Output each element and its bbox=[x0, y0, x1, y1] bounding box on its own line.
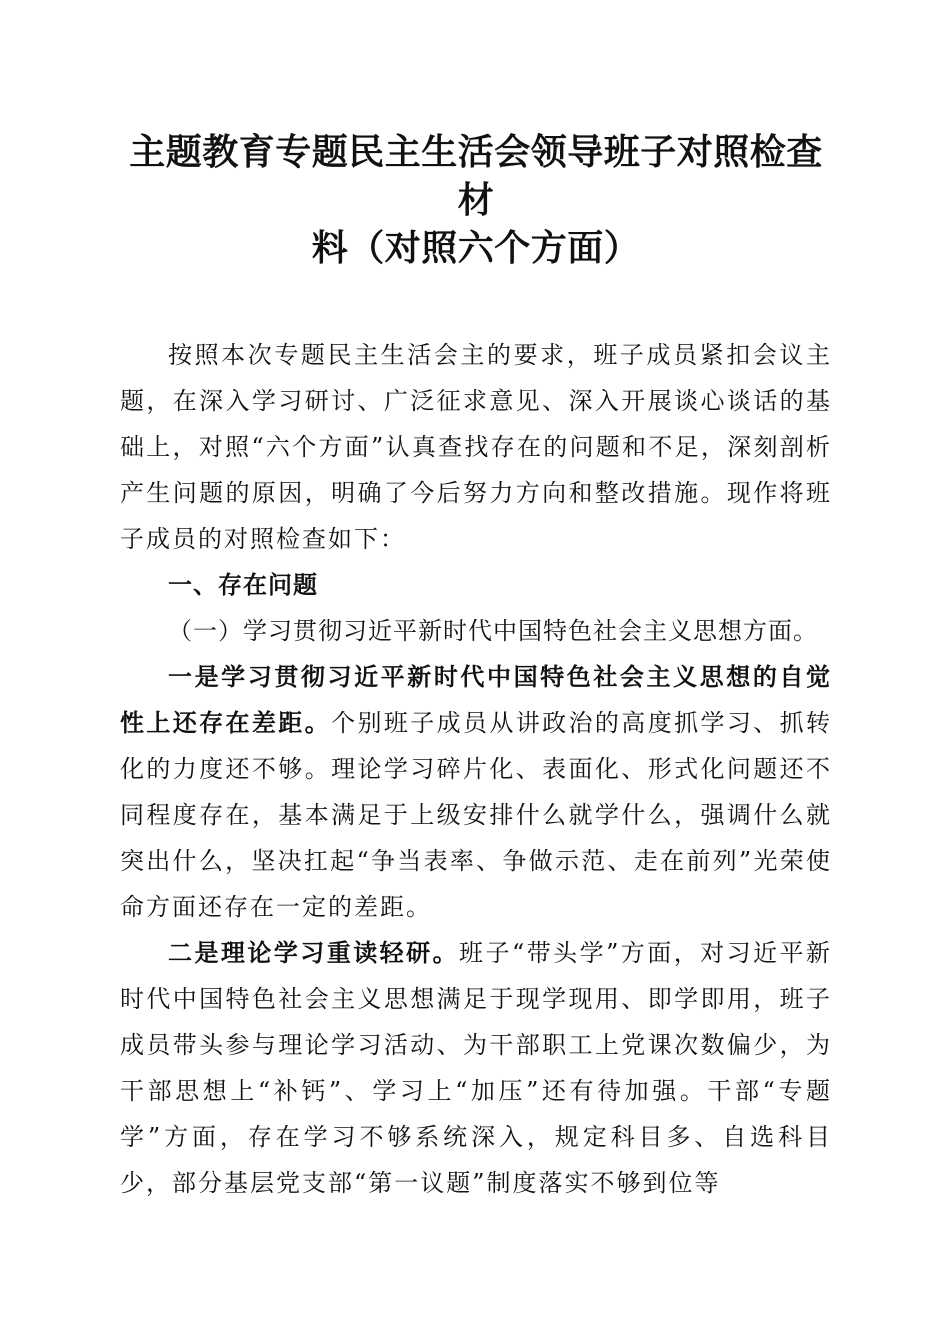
section-heading-problems: 一、存在问题 bbox=[168, 571, 318, 599]
title-line-1: 主题教育专题民主生活会领导班子对照检查材 bbox=[129, 131, 823, 221]
subsection-heading-study: （一）学习贯彻习近平新时代中国特色社会主义思想方面。 bbox=[168, 617, 818, 645]
document-page bbox=[120, 128, 832, 1206]
title-line-2: 料（对照六个方面） bbox=[311, 227, 641, 269]
point-1-body: 个别班子成员从讲政治的高度抓学习、抓转化的力度还不够。理论学习碎片化、表面化、形式化问题还不同程度存在，基本满足于上级安排什么就学什么，强调什么就突出什么，坚决扛起“争当表率、争做示范、走在前列”光荣使命方面还存在一定的差距。 bbox=[120, 709, 832, 921]
point-2-lead: 二是理论学习重读轻研。 bbox=[168, 938, 460, 967]
point-1-paragraph bbox=[120, 654, 832, 930]
point-2-body: 班子“带头学”方面，对习近平新时代中国特色社会主义思想满足于现学现用、即学即用，班子成员带头参与理论学习活动、为干部职工上党课次数偏少，为干部思想上“补钙”、学习上“加压”还有待加强。干部“专题学”方面，存在学习不够系统深入，规定科目多、自选科目少，部分基层党支部“第一议题”制度落实不够到位等 bbox=[120, 939, 832, 1197]
document-body bbox=[120, 332, 832, 1206]
document-title bbox=[120, 128, 832, 272]
point-2-paragraph bbox=[120, 930, 832, 1206]
point-1-lead: 一是学习贯彻习近平新时代中国特色社会主义思想的自觉性上还存在差距。 bbox=[120, 662, 832, 737]
intro-paragraph: 按照本次专题民主生活会主的要求，班子成员紧扣会议主题，在深入学习研讨、广泛征求意见、深入开展谈心谈话的基础上，对照“六个方面”认真查找存在的问题和不足，深刻剖析产生问题的原因，明确了今后努力方向和整改措施。现作将班子成员的对照检查如下： bbox=[120, 341, 832, 553]
